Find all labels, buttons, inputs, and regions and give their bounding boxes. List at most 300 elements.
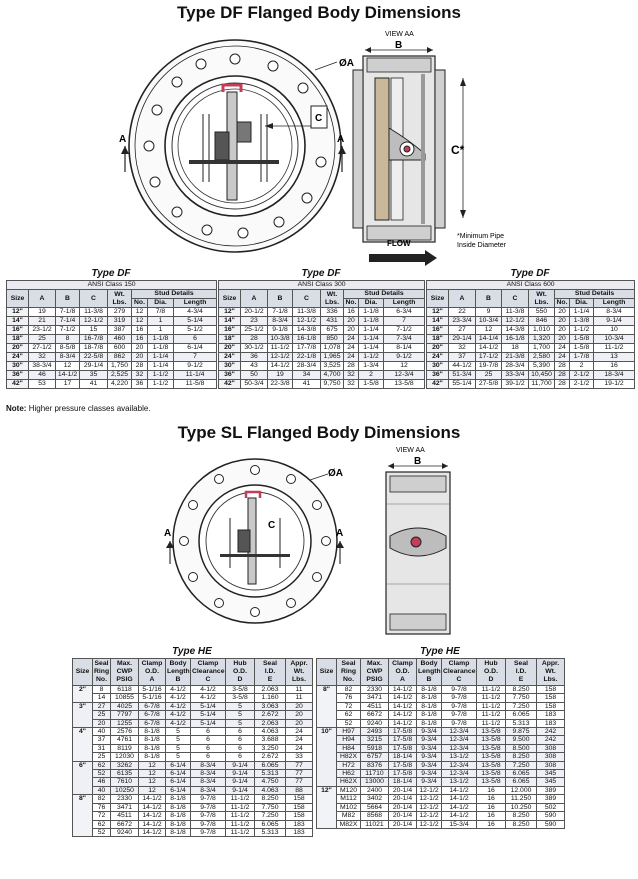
df-A-left-label: A [119, 134, 127, 145]
table-cell: 8.250 [506, 820, 537, 828]
table-cell: 19 [268, 371, 293, 380]
col-stud-dia: Dia. [148, 299, 174, 308]
table-row [7, 335, 217, 344]
table-cell: 25 [93, 753, 111, 761]
table-row [317, 719, 565, 727]
table-cell: 18 [502, 344, 529, 353]
table-cell: 6 [226, 744, 255, 752]
table-cell: 9.500 [506, 736, 537, 744]
table-cell: 17-7/8 [293, 344, 321, 353]
table-cell: 387 [108, 326, 132, 335]
table-cell: 77 [286, 761, 313, 769]
table-cell: 28-3/4 [293, 362, 321, 371]
table-cell: 12-3/4 [442, 761, 477, 769]
table-cell: 14-1/2 [389, 711, 417, 719]
table-cell: 8-1/8 [417, 719, 442, 727]
table-cell: 12-3/4 [442, 770, 477, 778]
table-cell: 600 [108, 344, 132, 353]
table-cell: 46 [93, 778, 111, 786]
df-table-150-grid [6, 280, 217, 389]
table-cell: 14-1/2 [139, 812, 166, 820]
table-cell: 158 [537, 686, 565, 694]
table-cell: 2.672 [255, 711, 286, 719]
table-cell: 23-3/4 [449, 317, 476, 326]
table-cell: 28 [555, 380, 570, 389]
size-cell: 30" [7, 362, 29, 371]
table-cell: 11-1/2 [477, 686, 506, 694]
table-cell: 31 [93, 744, 111, 752]
table-cell: 16-1/8 [502, 335, 529, 344]
table-cell: 12-1/2 [293, 317, 321, 326]
table-cell: 15-3/4 [442, 820, 477, 828]
table-row [317, 770, 565, 778]
table-cell: 50 [241, 371, 268, 380]
table-cell: 1-1/4 [148, 353, 174, 362]
table-cell: 16 [132, 335, 148, 344]
table-cell: 9-1/2 [174, 362, 217, 371]
table-cell: 1,320 [529, 335, 555, 344]
table-cell: 20 [344, 326, 359, 335]
table-cell: 76 [93, 803, 111, 811]
col-weight: Wt. Lbs. [529, 290, 555, 308]
table-cell: 6672 [111, 820, 139, 828]
table-cell: 14-1/2 [442, 803, 477, 811]
table-cell: 62 [93, 761, 111, 769]
table-cell: 4-1/2 [166, 719, 191, 727]
table-cell: 389 [537, 795, 565, 803]
table-cell: 5-1/4 [191, 702, 226, 710]
table-cell: 12 [139, 778, 166, 786]
table-cell: 8-1/4 [384, 344, 425, 353]
table-cell: 20-1/2 [241, 308, 268, 317]
table-cell: 12 [132, 308, 148, 317]
table-cell: 7610 [111, 778, 139, 786]
size-cell: 18" [427, 335, 449, 344]
table-cell: 2,580 [529, 353, 555, 362]
table-cell: 12-1/2 [417, 820, 442, 828]
table-cell: 6-1/4 [166, 786, 191, 794]
table-cell: 44-1/2 [449, 362, 476, 371]
sl-B-label: B [414, 456, 422, 467]
table-cell: 3262 [111, 761, 139, 769]
table-row [7, 371, 217, 380]
table-cell: 17-5/8 [389, 744, 417, 752]
table-cell: 15 [80, 326, 108, 335]
table-cell: 14-1/2 [139, 820, 166, 828]
table-cell: 1-5/8 [570, 344, 594, 353]
table-row [427, 335, 635, 344]
col-size: Size [219, 290, 241, 308]
table-cell: 8-1/8 [417, 694, 442, 702]
table-cell: H97 [337, 728, 361, 736]
table-cell: 4.750 [255, 778, 286, 786]
column-header: Seal I.D. E [506, 659, 537, 686]
table-cell: 12-3/4 [442, 736, 477, 744]
table-cell: 24 [344, 353, 359, 362]
table-cell: 4-1/2 [191, 686, 226, 694]
size-cell: 12" [317, 786, 337, 828]
size-cell: 10" [317, 728, 337, 787]
table-cell: 14-1/2 [139, 803, 166, 811]
table-cell: 11-1/2 [226, 828, 255, 836]
table-cell: 10 [594, 326, 635, 335]
table-cell: 12.000 [506, 786, 537, 794]
table-cell: 850 [321, 335, 344, 344]
df-table-300-caption: Type DF [301, 268, 341, 279]
table-cell: 17-5/8 [389, 761, 417, 769]
table-cell: 20 [286, 719, 313, 727]
table-cell: 6 [226, 736, 255, 744]
table-cell: 4,700 [321, 371, 344, 380]
table-cell: 8-3/4 [191, 778, 226, 786]
table-cell: 4-1/2 [191, 694, 226, 702]
size-cell: 42" [219, 380, 241, 389]
table-cell: 28 [344, 362, 359, 371]
table-cell: M82 [337, 812, 361, 820]
table-cell: 8-1/8 [139, 728, 166, 736]
table-cell: 13-5/8 [477, 728, 506, 736]
size-cell: 36" [7, 371, 29, 380]
col-A: A [29, 290, 56, 308]
table-cell: 9-3/4 [417, 778, 442, 786]
table-cell: 50-3/4 [241, 380, 268, 389]
table-cell: 7/8 [148, 308, 174, 317]
table-cell: 1,010 [529, 326, 555, 335]
table-cell: 8-1/8 [139, 744, 166, 752]
table-cell: 12 [132, 317, 148, 326]
table-cell: 20 [555, 317, 570, 326]
table-cell: 6-1/4 [174, 344, 217, 353]
table-cell: 9-7/8 [191, 812, 226, 820]
table-row [73, 828, 313, 836]
table-cell: 8.250 [506, 812, 537, 820]
table-cell: 336 [321, 308, 344, 317]
column-header: Appr. Wt. Lbs. [537, 659, 565, 686]
table-cell: 4,220 [108, 380, 132, 389]
table-cell: M120 [337, 786, 361, 794]
he-table-left-grid [72, 658, 313, 837]
table-cell: 22-1/8 [293, 353, 321, 362]
table-cell: 7-1/2 [384, 326, 425, 335]
table-cell: 20-1/4 [389, 795, 417, 803]
sl-view-label: VIEW AA [396, 447, 425, 454]
table-cell: 8119 [111, 744, 139, 752]
table-cell: 9-3/4 [417, 728, 442, 736]
table-cell: 34 [293, 371, 321, 380]
table-cell: 37 [93, 736, 111, 744]
table-cell: 9-1/4 [226, 786, 255, 794]
size-cell: 24" [219, 353, 241, 362]
size-cell: 3" [73, 702, 93, 727]
table-row [427, 371, 635, 380]
table-cell: 675 [321, 326, 344, 335]
table-cell: 4025 [111, 702, 139, 710]
table-cell: 30-1/2 [241, 344, 268, 353]
table-cell: 389 [537, 786, 565, 794]
table-cell: 17-5/8 [389, 770, 417, 778]
col-C: C [502, 290, 529, 308]
table-cell: 9-7/8 [442, 702, 477, 710]
table-cell: 7.750 [506, 694, 537, 702]
table-cell: 5 [166, 753, 191, 761]
table-cell: 22-3/8 [268, 380, 293, 389]
table-cell: 1-1/4 [359, 344, 384, 353]
df-table-150-caption: Type DF [91, 268, 131, 279]
table-cell: 6.065 [506, 711, 537, 719]
table-cell: 52 [93, 770, 111, 778]
he-table-right [316, 646, 564, 829]
table-cell: 12-3/4 [442, 744, 477, 752]
column-header: Clamp O.D. A [389, 659, 417, 686]
table-cell: 9-7/8 [442, 694, 477, 702]
table-cell: 10-3/4 [594, 335, 635, 344]
table-cell: 24 [286, 744, 313, 752]
table-cell: H84 [337, 744, 361, 752]
column-header: Hub O.D. D [477, 659, 506, 686]
size-cell: 36" [427, 371, 449, 380]
size-cell: 12" [219, 308, 241, 317]
table-cell: 25 [476, 371, 502, 380]
table-cell: 9-3/4 [417, 736, 442, 744]
column-header: Hub O.D. D [226, 659, 255, 686]
column-header: Clamp O.D. A [139, 659, 166, 686]
table-cell: 41 [80, 380, 108, 389]
table-cell: 38-3/4 [29, 362, 56, 371]
class-label: ANSI Class 150 [7, 281, 217, 290]
table-cell: 72 [93, 812, 111, 820]
table-cell: 20 [132, 344, 148, 353]
col-size: Size [7, 290, 29, 308]
table-cell: 8-1/8 [417, 702, 442, 710]
table-cell: 20 [93, 719, 111, 727]
table-cell: 8.250 [255, 795, 286, 803]
table-row [73, 719, 313, 727]
table-row [317, 812, 565, 820]
table-cell: 11-5/8 [174, 380, 217, 389]
table-row [317, 820, 565, 828]
table-cell: 13-5/8 [384, 380, 425, 389]
size-cell: 42" [427, 380, 449, 389]
table-cell: 6 [226, 728, 255, 736]
table-cell: 13-5/8 [477, 753, 506, 761]
column-header: Seal Ring No. [337, 659, 361, 686]
col-size: Size [427, 290, 449, 308]
table-cell: 28 [555, 371, 570, 380]
table-row [317, 686, 565, 694]
table-cell: 7.750 [255, 803, 286, 811]
table-cell: 9240 [361, 719, 389, 727]
table-cell: 8-1/8 [166, 795, 191, 803]
table-cell: 1-1/4 [148, 362, 174, 371]
table-cell: 4511 [361, 702, 389, 710]
table-cell: 9-1/4 [594, 317, 635, 326]
table-cell: 6135 [111, 770, 139, 778]
table-row [7, 317, 217, 326]
table-cell: 29-1/4 [80, 362, 108, 371]
table-cell: 11-1/4 [174, 371, 217, 380]
table-cell: 12 [139, 761, 166, 769]
table-cell: 7-1/8 [56, 308, 80, 317]
table-cell: 52 [337, 719, 361, 727]
table-cell: 1-1/8 [148, 335, 174, 344]
table-cell: 3471 [361, 694, 389, 702]
table-cell: 12-1/2 [80, 317, 108, 326]
table-cell: 14-1/2 [139, 828, 166, 836]
table-cell: 27 [93, 702, 111, 710]
table-cell: 52 [93, 828, 111, 836]
table-cell: 22 [449, 308, 476, 317]
col-A: A [449, 290, 476, 308]
table-cell: 18-1/4 [389, 778, 417, 786]
table-cell: 6 [174, 335, 217, 344]
column-header: Seal Ring No. [93, 659, 111, 686]
table-cell: 8.500 [506, 744, 537, 752]
table-cell: 12-1/2 [268, 353, 293, 362]
table-cell: 12-1/2 [502, 317, 529, 326]
table-cell: 18-3/4 [594, 371, 635, 380]
table-row [73, 812, 313, 820]
table-cell: 8-1/8 [166, 812, 191, 820]
table-cell: 46 [29, 371, 56, 380]
table-cell: 4761 [111, 736, 139, 744]
table-cell: 1255 [111, 719, 139, 727]
table-cell: 13-5/8 [477, 778, 506, 786]
table-cell: 846 [529, 317, 555, 326]
table-row [219, 362, 425, 371]
column-header: Body Length B [166, 659, 191, 686]
table-cell: 20-1/4 [389, 812, 417, 820]
df-min-pipe-note-2: Inside Diameter [457, 242, 507, 249]
table-cell: 3-5/8 [226, 686, 255, 694]
table-cell: 5 [226, 711, 255, 719]
sl-title: Type SL Flanged Body Dimensions [177, 423, 461, 442]
table-cell: 16 [477, 803, 506, 811]
table-row [427, 317, 635, 326]
df-flow-label: FLOW [387, 239, 411, 248]
table-cell: M102 [337, 803, 361, 811]
table-cell: 20 [344, 317, 359, 326]
table-cell: 2.063 [255, 719, 286, 727]
table-cell: 32 [344, 371, 359, 380]
table-cell: 20 [286, 702, 313, 710]
col-stud-dia: Dia. [359, 299, 384, 308]
table-cell: 11-1/2 [477, 702, 506, 710]
table-cell: 5 [166, 728, 191, 736]
table-cell: 8376 [361, 761, 389, 769]
table-cell: 9.875 [506, 728, 537, 736]
size-cell: 30" [427, 362, 449, 371]
column-header: Clamp Clearance C [442, 659, 477, 686]
df-table-600-caption: Type DF [510, 268, 550, 279]
size-cell: 16" [427, 326, 449, 335]
table-cell: 10-3/8 [268, 335, 293, 344]
table-cell: 32 [344, 380, 359, 389]
table-cell: H62 [337, 770, 361, 778]
table-cell: H82X [337, 753, 361, 761]
table-row [317, 778, 565, 786]
table-cell: 11-1/2 [226, 795, 255, 803]
table-cell: 11-1/2 [268, 344, 293, 353]
table-cell: 32 [449, 344, 476, 353]
table-row [427, 353, 635, 362]
table-cell: 1,700 [529, 344, 555, 353]
table-cell: 590 [537, 812, 565, 820]
table-cell: 5-1/4 [191, 719, 226, 727]
table-cell: 11-1/2 [477, 719, 506, 727]
table-cell: 23 [241, 317, 268, 326]
table-cell: 13-1/2 [442, 778, 477, 786]
table-cell: 6-3/4 [384, 308, 425, 317]
table-cell: 12 [139, 770, 166, 778]
table-cell: 10-3/4 [476, 317, 502, 326]
table-cell: 14-1/2 [389, 719, 417, 727]
table-cell: 17-5/8 [389, 728, 417, 736]
table-cell: 3,525 [321, 362, 344, 371]
table-cell: 24 [344, 344, 359, 353]
table-cell: 27 [449, 326, 476, 335]
table-cell: 7-1/2 [56, 326, 80, 335]
table-cell: 77 [286, 778, 313, 786]
size-cell: 20" [427, 344, 449, 353]
table-row [219, 380, 425, 389]
table-cell: 2400 [361, 786, 389, 794]
table-cell: 7 [174, 353, 217, 362]
table-cell: 6-1/4 [166, 770, 191, 778]
table-cell: 158 [537, 694, 565, 702]
table-cell: 12-3/4 [384, 371, 425, 380]
table-cell: 20 [286, 711, 313, 719]
table-cell: 6-7/8 [139, 702, 166, 710]
col-stud-length: Length [594, 299, 635, 308]
table-cell: 1-5/8 [570, 335, 594, 344]
table-cell: 16-1/8 [293, 335, 321, 344]
table-cell: 9240 [111, 828, 139, 836]
table-cell: 6.065 [255, 761, 286, 769]
sl-A-left-label: A [164, 528, 172, 539]
size-cell: 14" [7, 317, 29, 326]
table-cell: 6 [226, 753, 255, 761]
col-stud-length: Length [174, 299, 217, 308]
table-cell: 6 [191, 728, 226, 736]
table-cell: 21-3/8 [502, 353, 529, 362]
he-table-left [72, 646, 312, 837]
column-header: Appr. Wt. Lbs. [286, 659, 313, 686]
table-row [219, 371, 425, 380]
size-cell: 16" [219, 326, 241, 335]
class-label: ANSI Class 300 [219, 281, 425, 290]
table-cell: 3402 [361, 795, 389, 803]
size-cell: 6" [73, 761, 93, 795]
table-cell: 28 [555, 362, 570, 371]
table-row [219, 308, 425, 317]
size-cell: 8" [73, 795, 93, 837]
table-cell: 2 [359, 371, 384, 380]
table-cell: 862 [108, 353, 132, 362]
table-cell: 8-1/8 [166, 828, 191, 836]
table-cell: 7-3/4 [384, 335, 425, 344]
table-cell: 14-1/2 [442, 786, 477, 794]
size-cell: 2" [73, 686, 93, 703]
table-cell: 12-1/2 [417, 786, 442, 794]
table-row [219, 326, 425, 335]
table-cell: 11710 [361, 770, 389, 778]
table-cell: 10.250 [506, 803, 537, 811]
table-cell: 10250 [111, 786, 139, 794]
size-cell: 16" [7, 326, 29, 335]
table-cell: 1-1/4 [570, 308, 594, 317]
table-cell: 9-1/4 [226, 761, 255, 769]
size-cell: 12" [7, 308, 29, 317]
